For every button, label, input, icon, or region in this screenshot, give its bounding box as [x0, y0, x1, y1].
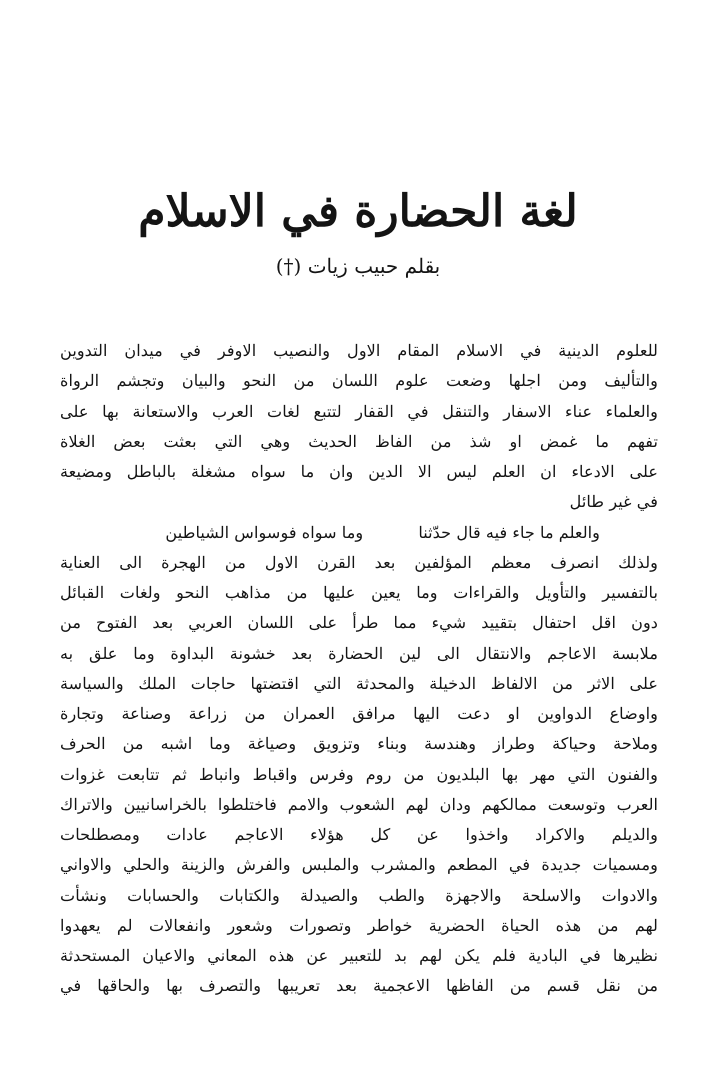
text-line: لهم من هذه الحياة الحضرية خواطر وتصورات وشعور وانفعالات لم يعهدوا [60, 915, 658, 935]
text-line: على الاثر من الالفاظ الدخيلة والمحدثة التي اقتضتها حاجات الملك والسياسة [60, 673, 658, 693]
text-line: من نقل قسم من الفاظها الاعجمية بعد تعريبها والتصرف بها والحاقها في [60, 976, 658, 996]
text-line: والفنون التي مهر بها البلديون من روم وفرس واقباط وانباط ثم تتابعت غزوات [60, 764, 658, 784]
text-line: وملاحة وحياكة وطراز وهندسة وبناء وتزويق وصياغة وما اشبه من الحرف [60, 734, 658, 754]
text-line: ومسميات جديدة في المطعم والمشرب والملبس والفرش والزينة والحلي والاواني [60, 855, 658, 875]
verse-second-hemistich: وما سواه فوسواس الشياطين [165, 522, 364, 542]
text-line: والديلم والاكراد واخذوا عن كل هؤلاء الاعاجم عادات ومصطلحات [60, 825, 658, 844]
verse-first-hemistich: والعلم ما جاء فيه قال حدّثنا [418, 522, 600, 542]
text-line: في غير طائل [569, 492, 658, 512]
text-line: والادوات والاسلحة والاجهزة والطب والصيدلة والكتابات والحسابات ونشأت [60, 885, 658, 905]
text-line: تفهم ما غمض او شذ من الفاظ الحديث وهي التي بعثت بعض الغلاة [60, 431, 658, 451]
text-line: دون اقل احتفال بتقييد شيء مما طرأ على اللسان العربي بعد الفتوح من [60, 613, 658, 633]
text-line: العرب وتوسعت ممالكهم ودان لهم الشعوب والامم فاختلطوا بالخراسانيين والاتراك [60, 794, 658, 814]
text-line: والتأليف ومن اجلها وضعت علوم اللسان من النحو والبيان وتجشم الرواة [60, 371, 658, 391]
text-line: للعلوم الدينية في الاسلام المقام الاول والنصيب الاوفر في ميدان التدوين [60, 341, 658, 360]
article-body [60, 336, 658, 1002]
article-byline: بقلم حبيب زيات (†) [275, 254, 441, 278]
text-line: نظيرها في البادية فلم يكن لهم بد للتعبير عن هذه المعاني والاعيان المستحدثة [60, 946, 658, 965]
text-line: والعلماء عناء الاسفار والتنقل في القفار لتتبع لغات العرب والاستعانة بها على [60, 401, 658, 421]
text-line: واوضاع الدواوين او دعت اليها مرافق العمران من زراعة وصناعة وتجارة [60, 704, 658, 723]
text-line: بالتفسير والتأويل والقراءات وما يعين عليها من مذاهب النحو ولغات القبائل [60, 583, 658, 602]
poetry-verse [60, 518, 658, 548]
text-line: على الادعاء ان العلم ليس الا الدين وان ما سواه مشغلة بالباطل ومضيعة [60, 462, 658, 481]
text-line: ملابسة الاعاجم والانتقال الى لين الحضارة بعد خشونة البداوة وما علق به [60, 643, 658, 663]
article-title: لغة الحضارة في الاسلام [138, 186, 578, 237]
text-line: ولذلك انصرف معظم المؤلفين بعد القرن الاول من الهجرة الى العناية [60, 552, 658, 572]
